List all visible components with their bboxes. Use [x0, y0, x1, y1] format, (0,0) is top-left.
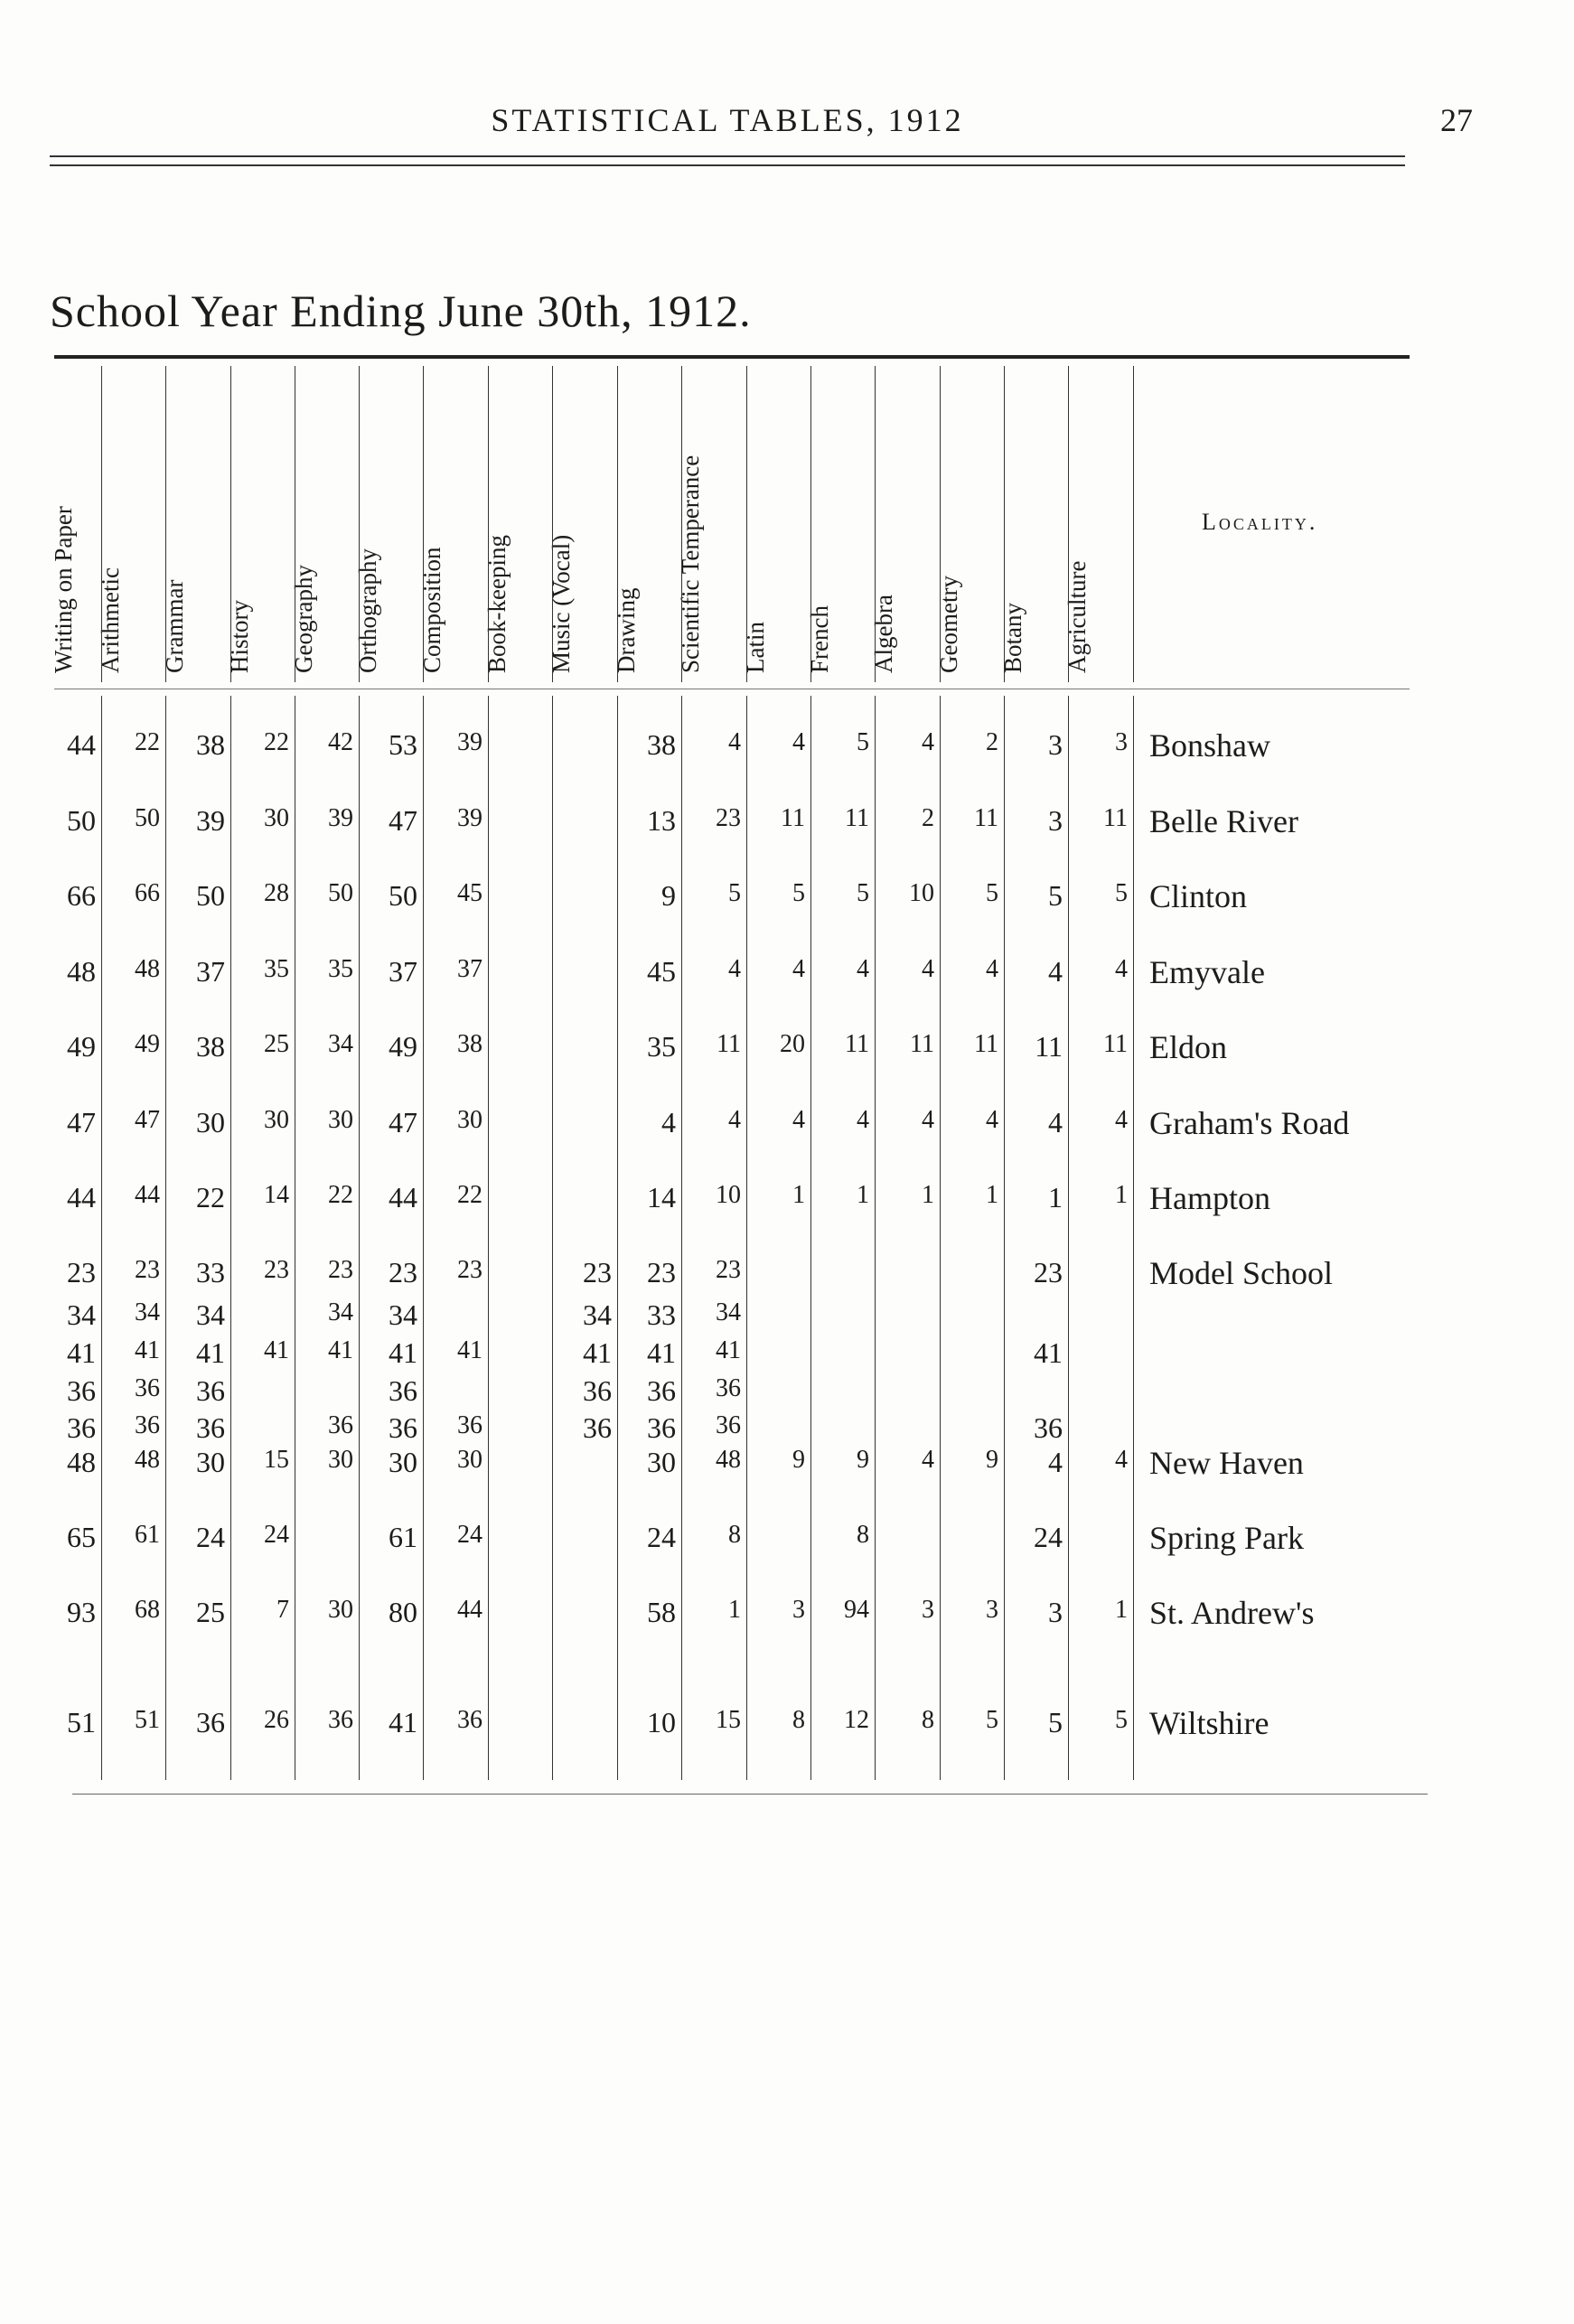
header-column-rule [875, 366, 876, 682]
table-cell: 22 [196, 1181, 225, 1214]
table-cell: 30 [328, 1106, 353, 1134]
table-cell: 3 [1115, 728, 1128, 756]
table-cell: 11 [1103, 1030, 1128, 1058]
table-cell: 41 [328, 1336, 353, 1364]
table-cell: 8 [922, 1706, 934, 1734]
locality-label: Belle River [1149, 803, 1298, 839]
column-header-grammar: Grammar [161, 579, 188, 673]
table-cell: 23 [67, 1256, 96, 1289]
table-cell: 24 [647, 1521, 676, 1553]
header-column-rule [488, 366, 489, 682]
table-cell: 37 [389, 955, 417, 988]
table-cell: 8 [857, 1521, 869, 1549]
table-cell: 36 [389, 1411, 417, 1444]
table-cell: 36 [328, 1411, 353, 1439]
table-cell: 22 [457, 1181, 483, 1209]
table-cell: 41 [457, 1336, 483, 1364]
table-cell: 47 [389, 804, 417, 837]
table-cell: 4 [728, 728, 741, 756]
table-cell: 5 [857, 728, 869, 756]
column-header-botany: Botany [999, 603, 1026, 673]
body-column-rule [1133, 696, 1134, 1780]
table-cell: 25 [264, 1030, 289, 1058]
table-cell: 3 [1048, 1596, 1063, 1628]
locality-label: Emyvale [1149, 954, 1265, 990]
table-cell: 9 [857, 1446, 869, 1474]
table-cell: 4 [1115, 955, 1128, 983]
table-cell: 5 [1048, 1706, 1063, 1738]
table-cell: 41 [583, 1336, 612, 1369]
table-cell: 22 [264, 728, 289, 756]
locality-label: St. Andrew's [1149, 1595, 1315, 1631]
table-cell: 1 [1115, 1596, 1128, 1624]
table-cell: 36 [647, 1374, 676, 1407]
column-header-book-keeping: Book-keeping [483, 535, 511, 673]
table-cell: 34 [716, 1298, 741, 1326]
body-column-rule [165, 696, 166, 1780]
table-cell: 66 [135, 879, 160, 907]
table-cell: 47 [389, 1106, 417, 1139]
table-cell: 5 [1048, 879, 1063, 912]
table-cell: 41 [135, 1336, 160, 1364]
table-cell: 23 [457, 1256, 483, 1284]
table-cell: 4 [1048, 1106, 1063, 1139]
table-cell: 36 [1034, 1411, 1063, 1444]
table-cell: 14 [647, 1181, 676, 1214]
table-cell: 8 [728, 1521, 741, 1549]
table-cell: 58 [647, 1596, 676, 1628]
table-cell: 48 [67, 1446, 96, 1478]
table-cell: 35 [328, 955, 353, 983]
table-cell: 24 [264, 1521, 289, 1549]
table-cell: 11 [845, 1030, 869, 1058]
table-cell: 20 [780, 1030, 805, 1058]
table-cell: 3 [1048, 728, 1063, 761]
locality-header: Locality. [1202, 509, 1318, 535]
table-cell: 36 [196, 1411, 225, 1444]
table-cell: 36 [583, 1374, 612, 1407]
table-cell: 80 [389, 1596, 417, 1628]
table-cell: 30 [457, 1106, 483, 1134]
table-cell: 8 [792, 1706, 805, 1734]
table-cell: 9 [661, 879, 676, 912]
table-cell: 33 [196, 1256, 225, 1289]
table-cell: 45 [647, 955, 676, 988]
table-cell: 15 [716, 1706, 741, 1734]
table-cell: 30 [264, 804, 289, 832]
table-cell: 26 [264, 1706, 289, 1734]
table-cell: 24 [196, 1521, 225, 1553]
table-cell: 3 [792, 1596, 805, 1624]
table-cell: 36 [716, 1374, 741, 1402]
table-cell: 11 [781, 804, 805, 832]
table-cell: 48 [67, 955, 96, 988]
table-cell: 36 [328, 1706, 353, 1734]
table-cell: 23 [716, 804, 741, 832]
table-cell: 44 [389, 1181, 417, 1214]
table-cell: 41 [67, 1336, 96, 1369]
table-cell: 12 [844, 1706, 869, 1734]
header-column-rule [423, 366, 424, 682]
table-cell: 4 [661, 1106, 676, 1139]
table-cell: 41 [196, 1336, 225, 1369]
table-cell: 34 [583, 1298, 612, 1331]
table-cell: 51 [135, 1706, 160, 1734]
table-cell: 4 [922, 728, 934, 756]
table-cell: 30 [328, 1446, 353, 1474]
table-cell: 39 [457, 728, 483, 756]
column-header-arithmetic: Arithmetic [97, 567, 124, 673]
table-cell: 13 [647, 804, 676, 837]
table-cell: 11 [1103, 804, 1128, 832]
body-column-rule [681, 696, 682, 1780]
column-header-music-vocal: Music (Vocal) [548, 534, 575, 673]
table-cell: 41 [716, 1336, 741, 1364]
table-cell: 33 [647, 1298, 676, 1331]
table-cell: 41 [389, 1706, 417, 1738]
table-cell: 4 [1115, 1446, 1128, 1474]
table-cell: 7 [276, 1596, 289, 1624]
table-cell: 61 [389, 1521, 417, 1553]
table-cell: 34 [67, 1298, 96, 1331]
table-cell: 50 [389, 879, 417, 912]
table-cell: 10 [716, 1181, 741, 1209]
running-title: STATISTICAL TABLES, 1912 [491, 102, 964, 138]
table-cell: 2 [922, 804, 934, 832]
table-cell: 11 [1035, 1030, 1063, 1063]
table-cell: 39 [196, 804, 225, 837]
table-cell: 24 [457, 1521, 483, 1549]
body-column-rule [875, 696, 876, 1780]
table-cell: 36 [716, 1411, 741, 1439]
column-header-latin: Latin [742, 622, 769, 673]
table-cell: 4 [792, 1106, 805, 1134]
table-cell: 5 [857, 879, 869, 907]
table-cell: 9 [792, 1446, 805, 1474]
table-cell: 10 [647, 1706, 676, 1738]
table-cell: 4 [922, 1106, 934, 1134]
table-cell: 36 [67, 1374, 96, 1407]
table-cell: 5 [986, 879, 998, 907]
table-cell: 23 [328, 1256, 353, 1284]
header-column-rule [810, 366, 811, 682]
table-cell: 41 [389, 1336, 417, 1369]
table-cell: 28 [264, 879, 289, 907]
table-cell: 41 [1034, 1336, 1063, 1369]
table-cell: 11 [974, 1030, 998, 1058]
table-cell: 66 [67, 879, 96, 912]
table-cell: 5 [1115, 879, 1128, 907]
table-cell: 44 [67, 728, 96, 761]
table-cell: 23 [1034, 1256, 1063, 1289]
table-cell: 1 [1115, 1181, 1128, 1209]
column-header-agriculture: Agriculture [1063, 560, 1091, 673]
table-cell: 22 [135, 728, 160, 756]
table-cell: 36 [647, 1411, 676, 1444]
table-cell: 50 [328, 879, 353, 907]
table-cell: 11 [845, 804, 869, 832]
table-cell: 5 [1115, 1706, 1128, 1734]
table-cell: 30 [389, 1446, 417, 1478]
table-cell: 38 [457, 1030, 483, 1058]
header-column-rule [940, 366, 941, 682]
table-cell: 23 [389, 1256, 417, 1289]
header-column-rule [617, 366, 618, 682]
table-cell: 41 [264, 1336, 289, 1364]
table-cell: 94 [844, 1596, 869, 1624]
table-cell: 23 [135, 1256, 160, 1284]
table-cell: 4 [792, 728, 805, 756]
table-cell: 39 [457, 804, 483, 832]
column-header-geometry: Geometry [935, 576, 962, 673]
table-cell: 45 [457, 879, 483, 907]
table-cell: 35 [647, 1030, 676, 1063]
body-column-rule [488, 696, 489, 1780]
table-cell: 48 [135, 1446, 160, 1474]
table-cell: 44 [135, 1181, 160, 1209]
table-cell: 34 [135, 1298, 160, 1326]
table-subtitle: School Year Ending June 30th, 1912. [50, 286, 752, 336]
table-cell: 38 [647, 728, 676, 761]
table-cell: 23 [647, 1256, 676, 1289]
header-column-rule [681, 366, 682, 682]
table-top-rule [54, 355, 1410, 359]
table-cell: 10 [909, 879, 934, 907]
body-column-rule [423, 696, 424, 1780]
table-cell: 53 [389, 728, 417, 761]
column-header-composition: Composition [418, 547, 445, 673]
table-cell: 30 [196, 1446, 225, 1478]
column-header-french: French [806, 605, 833, 673]
locality-label: Eldon [1149, 1029, 1227, 1065]
table-cell: 4 [857, 955, 869, 983]
column-header-geography: Geography [290, 565, 317, 673]
table-cell: 49 [67, 1030, 96, 1063]
table-cell: 51 [67, 1706, 96, 1738]
table-cell: 36 [67, 1411, 96, 1444]
header-column-rule [101, 366, 102, 682]
table-cell: 1 [986, 1181, 998, 1209]
table-cell: 23 [583, 1256, 612, 1289]
column-header-orthography: Orthography [354, 548, 381, 673]
header-column-rule [165, 366, 166, 682]
header-column-rule [230, 366, 231, 682]
table-bottom-rule [72, 1794, 1428, 1795]
table-cell: 23 [716, 1256, 741, 1284]
locality-label: Graham's Road [1149, 1105, 1350, 1141]
column-header-scientific-temperance: Scientific Temperance [677, 454, 704, 673]
table-cell: 4 [1048, 955, 1063, 988]
table-cell: 14 [264, 1181, 289, 1209]
table-cell: 50 [135, 804, 160, 832]
table-cell: 4 [728, 955, 741, 983]
table-cell: 2 [986, 728, 998, 756]
locality-label: Model School [1149, 1255, 1333, 1291]
table-cell: 1 [728, 1596, 741, 1624]
header-column-rule [359, 366, 360, 682]
header-column-rule [746, 366, 747, 682]
table-cell: 5 [986, 1706, 998, 1734]
table-cell: 50 [67, 804, 96, 837]
table-cell: 36 [135, 1374, 160, 1402]
column-header-history: History [226, 600, 253, 673]
table-cell: 5 [792, 879, 805, 907]
table-cell: 36 [196, 1374, 225, 1407]
table-cell: 39 [328, 804, 353, 832]
table-cell: 36 [135, 1411, 160, 1439]
locality-label: Wiltshire [1149, 1705, 1270, 1741]
table-cell: 49 [135, 1030, 160, 1058]
table-cell: 4 [857, 1106, 869, 1134]
table-cell: 4 [1115, 1106, 1128, 1134]
body-column-rule [552, 696, 553, 1780]
table-cell: 1 [1048, 1181, 1063, 1214]
table-cell: 24 [1034, 1521, 1063, 1553]
table-cell: 35 [264, 955, 289, 983]
table-cell: 48 [716, 1446, 741, 1474]
table-cell: 23 [264, 1256, 289, 1284]
table-cell: 37 [196, 955, 225, 988]
table-cell: 1 [922, 1181, 934, 1209]
table-cell: 25 [196, 1596, 225, 1628]
table-cell: 15 [264, 1446, 289, 1474]
table-cell: 4 [922, 1446, 934, 1474]
table-cell: 30 [457, 1446, 483, 1474]
table-cell: 65 [67, 1521, 96, 1553]
table-cell: 4 [728, 1106, 741, 1134]
column-header-algebra: Algebra [870, 595, 897, 673]
table-cell: 68 [135, 1596, 160, 1624]
table-cell: 44 [457, 1596, 483, 1624]
table-cell: 30 [196, 1106, 225, 1139]
table-cell: 34 [328, 1030, 353, 1058]
table-cell: 3 [922, 1596, 934, 1624]
table-cell: 11 [910, 1030, 934, 1058]
column-header-writing-on-paper: Writing on Paper [50, 506, 77, 673]
table-cell: 22 [328, 1181, 353, 1209]
table-cell: 36 [583, 1411, 612, 1444]
column-header-drawing: Drawing [613, 587, 640, 673]
table-cell: 3 [1048, 804, 1063, 837]
locality-label: New Haven [1149, 1445, 1304, 1481]
table-cell: 34 [196, 1298, 225, 1331]
locality-label: Clinton [1149, 878, 1248, 914]
table-cell: 11 [974, 804, 998, 832]
table-cell: 30 [647, 1446, 676, 1478]
table-cell: 37 [457, 955, 483, 983]
locality-label: Bonshaw [1149, 727, 1270, 764]
table-cell: 36 [457, 1706, 483, 1734]
table-cell: 44 [67, 1181, 96, 1214]
table-cell: 61 [135, 1521, 160, 1549]
table-cell: 34 [389, 1298, 417, 1331]
table-cell: 93 [67, 1596, 96, 1628]
table-cell: 47 [135, 1106, 160, 1134]
header-column-rule [1133, 366, 1134, 682]
table-cell: 1 [857, 1181, 869, 1209]
table-cell: 30 [264, 1106, 289, 1134]
table-cell: 38 [196, 728, 225, 761]
page-number: 27 [1440, 102, 1473, 138]
table-cell: 50 [196, 879, 225, 912]
table-cell: 3 [986, 1596, 998, 1624]
table-cell: 34 [328, 1298, 353, 1326]
table-cell: 38 [196, 1030, 225, 1063]
locality-label: Hampton [1149, 1180, 1270, 1216]
table-cell: 9 [986, 1446, 998, 1474]
header-column-rule [1004, 366, 1005, 682]
body-column-rule [1068, 696, 1069, 1780]
table-cell: 41 [647, 1336, 676, 1369]
locality-label: Spring Park [1149, 1520, 1304, 1556]
table-cell: 4 [922, 955, 934, 983]
table-cell: 5 [728, 879, 741, 907]
table-cell: 4 [986, 955, 998, 983]
table-cell: 4 [986, 1106, 998, 1134]
table-cell: 48 [135, 955, 160, 983]
header-column-rule [552, 366, 553, 682]
table-cell: 36 [389, 1374, 417, 1407]
table-cell: 1 [792, 1181, 805, 1209]
table-cell: 49 [389, 1030, 417, 1063]
header-column-rule [1068, 366, 1069, 682]
table-cell: 30 [328, 1596, 353, 1624]
table-cell: 47 [67, 1106, 96, 1139]
table-cell: 11 [717, 1030, 741, 1058]
table-cell: 4 [792, 955, 805, 983]
table-cell: 42 [328, 728, 353, 756]
table-cell: 36 [457, 1411, 483, 1439]
table-cell: 36 [196, 1706, 225, 1738]
table-cell: 4 [1048, 1446, 1063, 1478]
